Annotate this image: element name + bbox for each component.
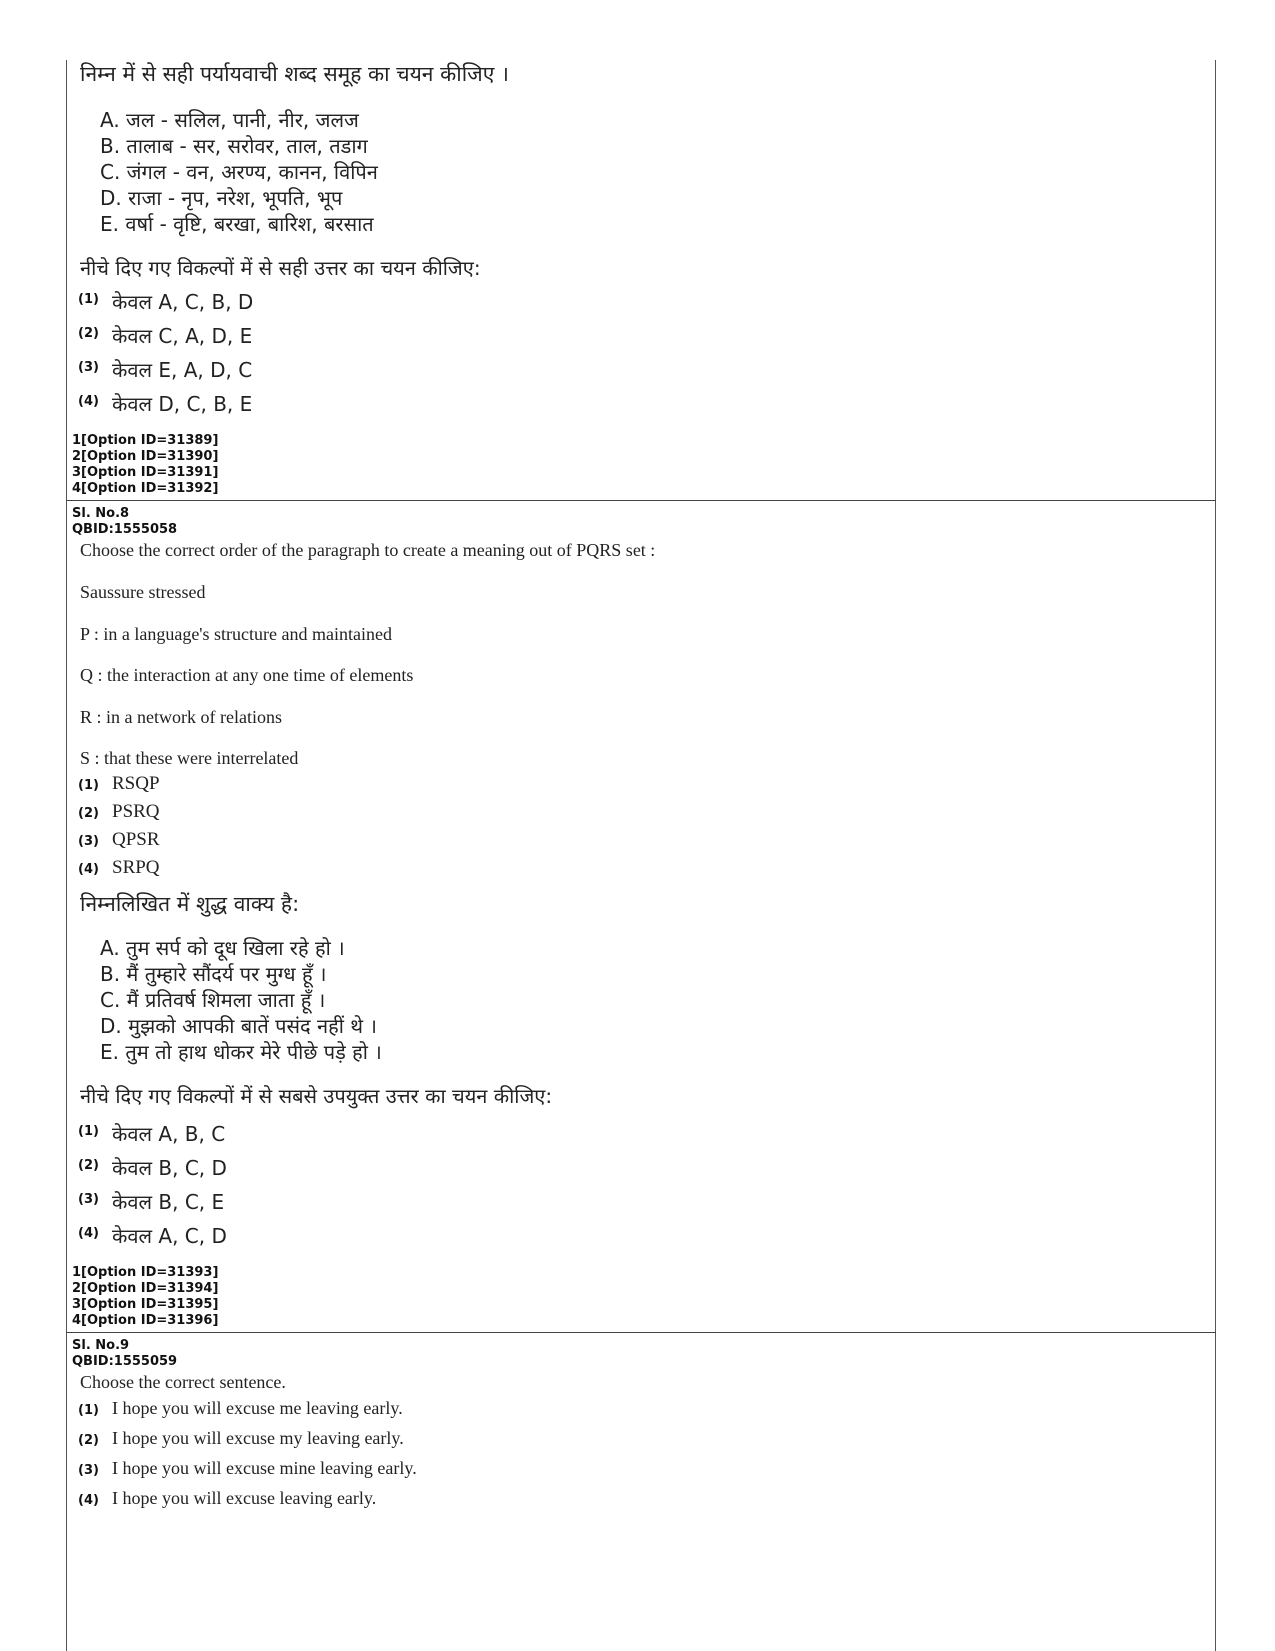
q8-hindi-option-3-number: (3) [78,1192,99,1207]
q8-hindi-option-2[interactable]: केवल B, C, D [112,1156,227,1180]
q8-hindi-option-4[interactable]: केवल A, C, D [112,1224,227,1248]
q8-statement-a: A. तुम सर्प को दूध खिला रहे हो । [100,936,345,960]
q8-option-1[interactable]: RSQP [112,773,160,794]
q8-option-4-number: (4) [78,862,99,877]
q8-option-id-3: 3[Option ID=31395] [72,1297,219,1312]
q7-option-id-4: 4[Option ID=31392] [72,481,219,496]
q8-line-intro: Saussure stressed [80,582,206,602]
q8-hindi-prompt: निम्नलिखित में शुद्ध वाक्य है: [80,892,300,916]
q7-option-1-number: (1) [78,292,99,307]
q8-hindi-option-1[interactable]: केवल A, B, C [112,1122,226,1146]
q7-option-3-number: (3) [78,360,99,375]
q8-hindi-option-3[interactable]: केवल B, C, E [112,1190,225,1214]
q8-option-3[interactable]: QPSR [112,829,160,850]
q9-prompt: Choose the correct sentence. [80,1372,286,1392]
q9-option-3-number: (3) [78,1463,99,1478]
q9-serial-number: Sl. No.9 [72,1338,130,1353]
q8-option-2[interactable]: PSRQ [112,801,160,822]
q7-option-3[interactable]: केवल E, A, D, C [112,358,253,382]
q8-line-p: P : in a language's structure and maintained [80,624,392,644]
q8-qbid: QBID:1555058 [72,522,178,537]
q8-option-4[interactable]: SRPQ [112,857,160,878]
q8-option-3-number: (3) [78,834,99,849]
q8-hindi-option-4-number: (4) [78,1226,99,1241]
q9-option-2-number: (2) [78,1433,99,1448]
q8-statement-e: E. तुम तो हाथ धोकर मेरे पीछे पड़े हो । [100,1040,382,1064]
question-divider [66,1332,1216,1333]
q8-option-id-1: 1[Option ID=31393] [72,1265,219,1280]
q9-option-4-number: (4) [78,1493,99,1508]
q7-statement-c: C. जंगल - वन, अरण्य, कानन, विपिन [100,160,378,184]
q9-qbid: QBID:1555059 [72,1354,178,1369]
q7-option-id-2: 2[Option ID=31390] [72,449,219,464]
q9-option-3[interactable]: I hope you will excuse mine leaving early. [112,1458,417,1478]
q8-serial-number: Sl. No.8 [72,506,130,521]
q8-line-r: R : in a network of relations [80,707,282,727]
q8-statement-c: C. मैं प्रतिवर्ष शिमला जाता हूँ । [100,988,326,1012]
q8-line-q: Q : the interaction at any one time of elements [80,665,414,685]
q8-prompt: Choose the correct order of the paragraph to create a meaning out of PQRS set : [80,540,656,560]
q8-option-id-4: 4[Option ID=31396] [72,1313,219,1328]
q7-option-2[interactable]: केवल C, A, D, E [112,324,253,348]
q8-option-id-2: 2[Option ID=31394] [72,1281,219,1296]
q8-option-1-number: (1) [78,778,99,793]
q9-option-1-number: (1) [78,1403,99,1418]
q8-statement-d: D. मुझको आपकी बातें पसंद नहीं थे । [100,1014,377,1038]
q7-option-id-3: 3[Option ID=31391] [72,465,219,480]
q7-statement-d: D. राजा - नृप, नरेश, भूपति, भूप [100,186,343,210]
question-divider [66,500,1216,501]
q8-hindi-option-1-number: (1) [78,1124,99,1139]
q9-option-2[interactable]: I hope you will excuse my leaving early. [112,1428,404,1448]
q7-statement-e: E. वर्षा - वृष्टि, बरखा, बारिश, बरसात [100,212,374,236]
q7-instruction: नीचे दिए गए विकल्पों में से सही उत्तर का चयन कीजिए: [80,256,481,280]
q7-option-1[interactable]: केवल A, C, B, D [112,290,254,314]
q7-prompt: निम्न में से सही पर्यायवाची शब्द समूह का चयन कीजिए । [80,62,509,86]
q7-option-4-number: (4) [78,394,99,409]
q9-option-1[interactable]: I hope you will excuse me leaving early. [112,1398,403,1418]
q8-option-2-number: (2) [78,806,99,821]
q8-line-s: S : that these were interrelated [80,748,299,768]
q8-statement-b: B. मैं तुम्हारे सौंदर्य पर मुग्ध हूँ । [100,962,327,986]
q7-option-2-number: (2) [78,326,99,341]
q7-option-4[interactable]: केवल D, C, B, E [112,392,253,416]
q9-option-4[interactable]: I hope you will excuse leaving early. [112,1488,377,1508]
q7-statement-a: A. जल - सलिल, पानी, नीर, जलज [100,108,359,132]
q8-instruction: नीचे दिए गए विकल्पों में से सबसे उपयुक्त उत्तर का चयन कीजिए: [80,1084,553,1108]
q7-statement-b: B. तालाब - सर, सरोवर, ताल, तडाग [100,134,368,158]
q8-hindi-option-2-number: (2) [78,1158,99,1173]
q7-option-id-1: 1[Option ID=31389] [72,433,219,448]
